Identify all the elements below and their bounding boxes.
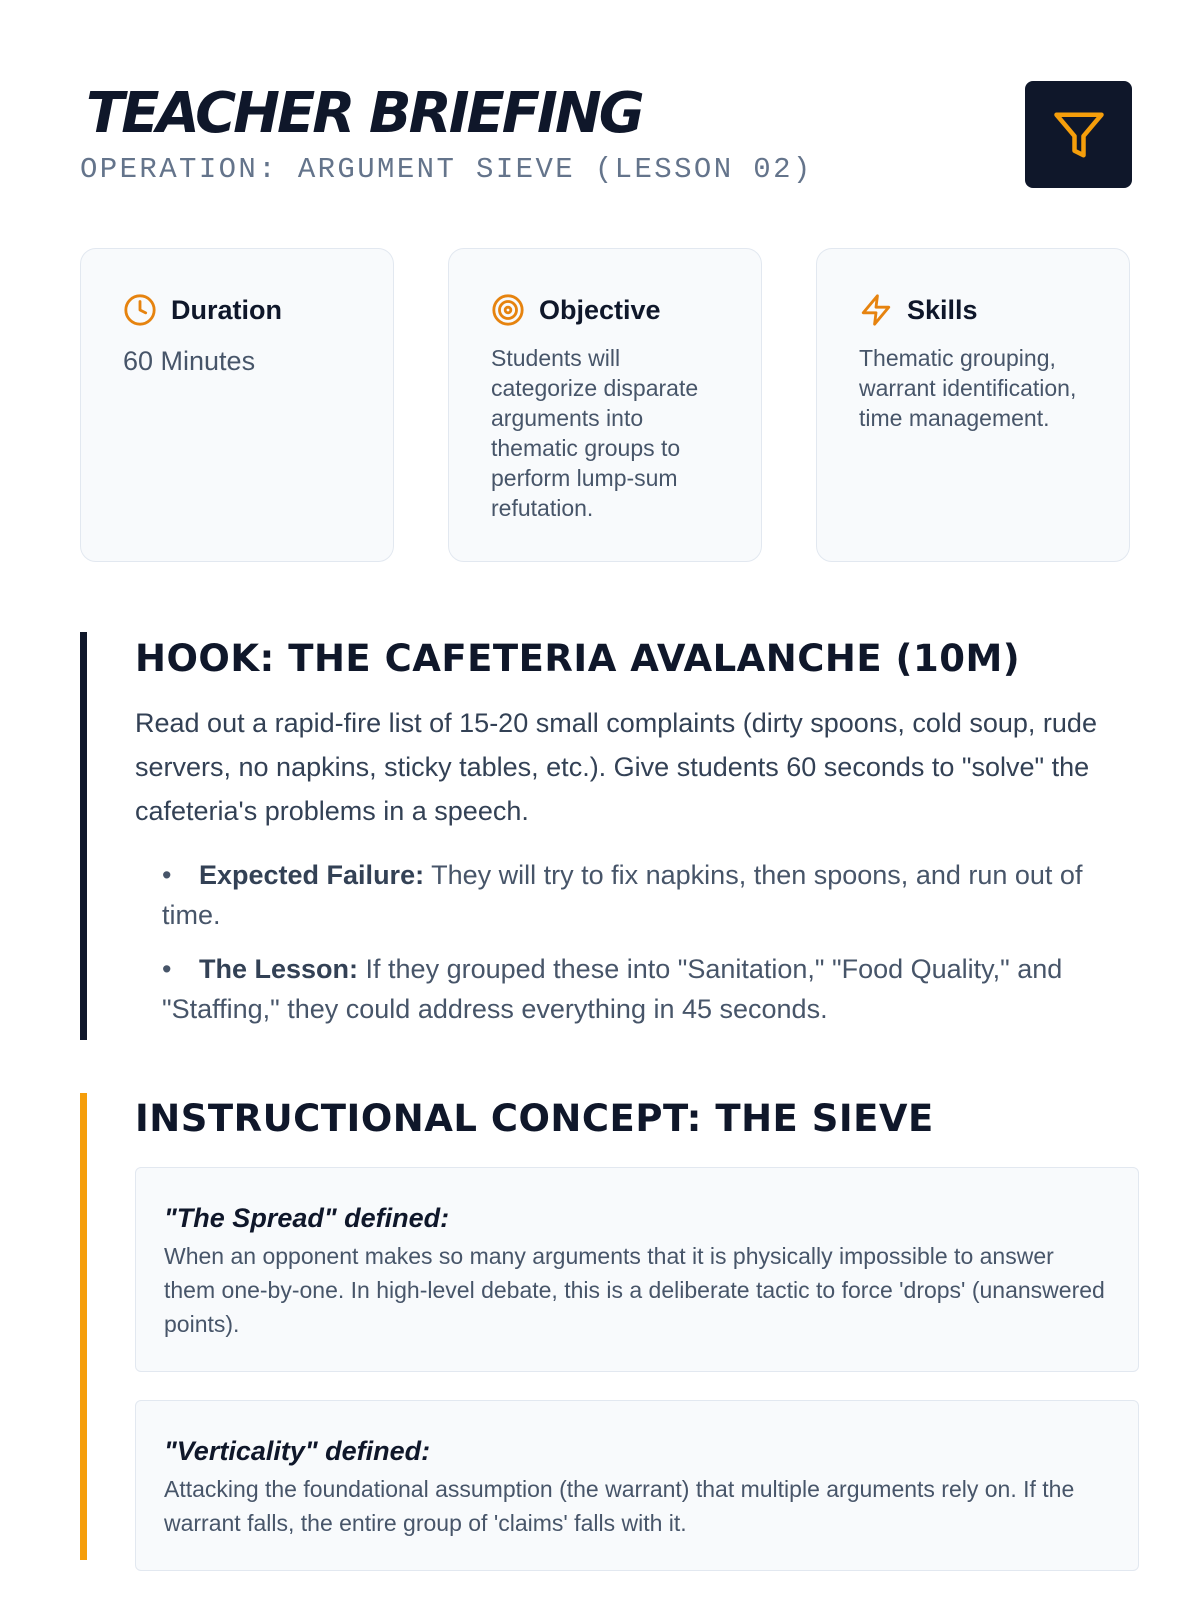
bullet-text: They will try to fix napkins, then spoons, and run out of time. [162,860,1083,930]
hook-section [80,632,1132,1040]
duration-title: Duration [171,294,282,325]
bullet-dot: • [162,954,172,984]
bullet-dot: • [162,860,172,890]
objective-title: Objective [539,294,661,325]
bullet-label: Expected Failure: [199,860,425,890]
duration-text: 60 Minutes [123,346,256,376]
page-title: TEACHER BRIEFING [86,81,642,146]
hook-paragraph: Read out a rapid-fire list of 15-20 small complaints (dirty spoons, cold soup, rude servers, no napkins, sticky tables, etc.). Give students 60 seconds to "solve" the cafeteria's problems in a speech. [135,708,1097,826]
objective-card [448,248,762,562]
lightning-icon [859,293,893,327]
definition-term: "Verticality" defined: [164,1436,431,1466]
skills-text: Thematic grouping, warrant identification, time management. [859,345,1077,431]
definition-spread [135,1167,1139,1372]
page-header [80,80,1132,190]
concept-title: INSTRUCTIONAL CONCEPT: THE SIEVE [135,1097,934,1140]
funnel-badge [1025,81,1132,188]
hook-title: HOOK: THE CAFETERIA AVALANCHE (10M) [135,637,1021,680]
bullet-label: The Lesson: [199,954,359,984]
bullet-text: If they grouped these into "Sanitation," "Food Quality," and "Staffing," they could address everything in 45 seconds. [162,954,1063,1024]
bullet-expected-failure [162,855,1132,935]
objective-text: Students will categorize disparate arguments into thematic groups to perform lump-sum refutation. [491,345,699,521]
hook-bullet-list [135,855,1132,1029]
definition-verticality [135,1400,1139,1571]
target-icon [491,293,525,327]
page-subtitle: OPERATION: ARGUMENT SIEVE (LESSON 02) [80,153,813,186]
definition-text: When an opponent makes so many arguments that it is physically impossible to answer them one-by-one. In high-level debate, this is a deliberate tactic to force 'drops' (unanswered points). [164,1243,1105,1337]
definition-text: Attacking the foundational assumption (the warrant) that multiple arguments rely on. If the warrant falls, the entire group of 'claims' falls with it. [164,1476,1075,1536]
concept-section [80,1093,1132,1560]
definition-term: "The Spread" defined: [164,1203,450,1233]
duration-card [80,248,394,562]
skills-card [816,248,1130,562]
clock-icon [123,293,157,327]
skills-title: Skills [907,294,978,325]
funnel-icon [1052,108,1106,162]
bullet-the-lesson [162,949,1132,1029]
info-cards [80,248,1132,562]
